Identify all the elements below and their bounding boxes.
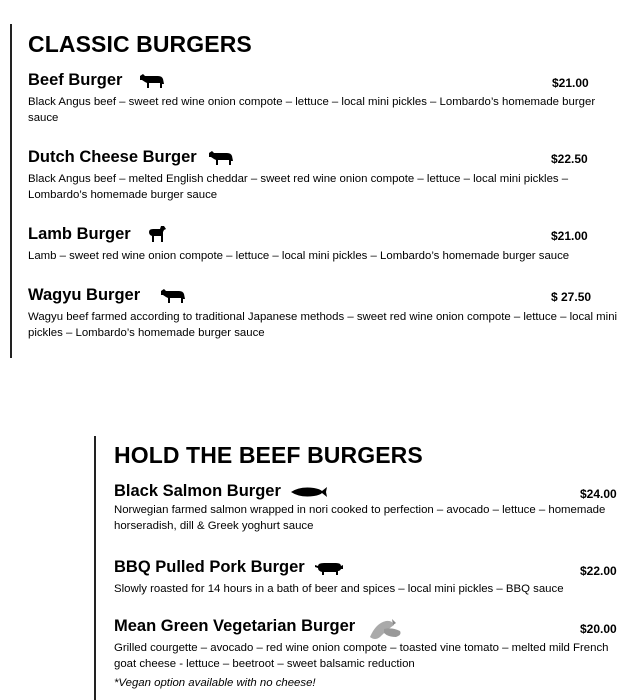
- menu-item-price: $21.00: [551, 229, 588, 243]
- menu-item-price: $22.00: [580, 564, 617, 578]
- menu-item-description: Wagyu beef farmed according to traditional Japanese methods – sweet red wine onion compote – lettuce – local mini pickles – Lombardo’s homemade burger sauce: [28, 311, 618, 339]
- section-title-hold-the-beef: HOLD THE BEEF BURGERS: [114, 442, 423, 468]
- menu-item-name: Wagyu Burger: [28, 286, 141, 304]
- menu-item-name: BBQ Pulled Pork Burger: [114, 558, 305, 576]
- menu-item-description: Slowly roasted for 14 hours in a bath of beer and spices – local mini pickles – BBQ sauce: [114, 583, 564, 595]
- menu-item-description: Black Angus beef – melted English cheddar – sweet red wine onion compote – lettuce – local mini pickles – Lombardo’s homemade burger sauce: [28, 173, 569, 201]
- menu-item-description: Norwegian farmed salmon wrapped in nori cooked to perfection – avocado – lettuce – homemade horseradish, dill & Greek yoghurt sauce: [114, 504, 606, 532]
- menu-item-description: Lamb – sweet red wine onion compote – lettuce – local mini pickles – Lombardo’s homemade burger sauce: [28, 250, 570, 262]
- menu-item-description: Grilled courgette – avocado – red wine onion compote – toasted vine tomato – melted mild French goat cheese - lettuce – beetroot – sweet balsamic reduction: [114, 642, 609, 670]
- menu-item-price: $21.00: [552, 76, 589, 90]
- section-divider-hold-the-beef: [94, 436, 96, 700]
- menu-item-name: Beef Burger: [28, 71, 123, 89]
- section-divider-classic: [10, 24, 12, 358]
- menu-item-name: Black Salmon Burger: [114, 482, 281, 500]
- menu-item-name: Mean Green Vegetarian Burger: [114, 617, 356, 635]
- menu-item-price: $ 27.50: [551, 290, 592, 304]
- pig-icon: [314, 561, 344, 581]
- cow-icon: [207, 149, 235, 171]
- cow-icon: [138, 72, 166, 94]
- lamb-icon: [147, 225, 167, 248]
- menu-item-price: $20.00: [580, 622, 617, 636]
- menu-item-description: Black Angus beef – sweet red wine onion compote – lettuce – local mini pickles – Lombardo’s homemade burger sauce: [28, 96, 596, 124]
- menu-item-price: $24.00: [580, 487, 617, 501]
- menu-item-price: $22.50: [551, 152, 588, 166]
- menu-item-name: Dutch Cheese Burger: [28, 148, 197, 166]
- menu-item-name: Lamb Burger: [28, 225, 131, 243]
- vegan-note: *Vegan option available with no cheese!: [114, 677, 316, 689]
- section-title-classic: CLASSIC BURGERS: [28, 31, 252, 57]
- cow-icon: [159, 287, 187, 309]
